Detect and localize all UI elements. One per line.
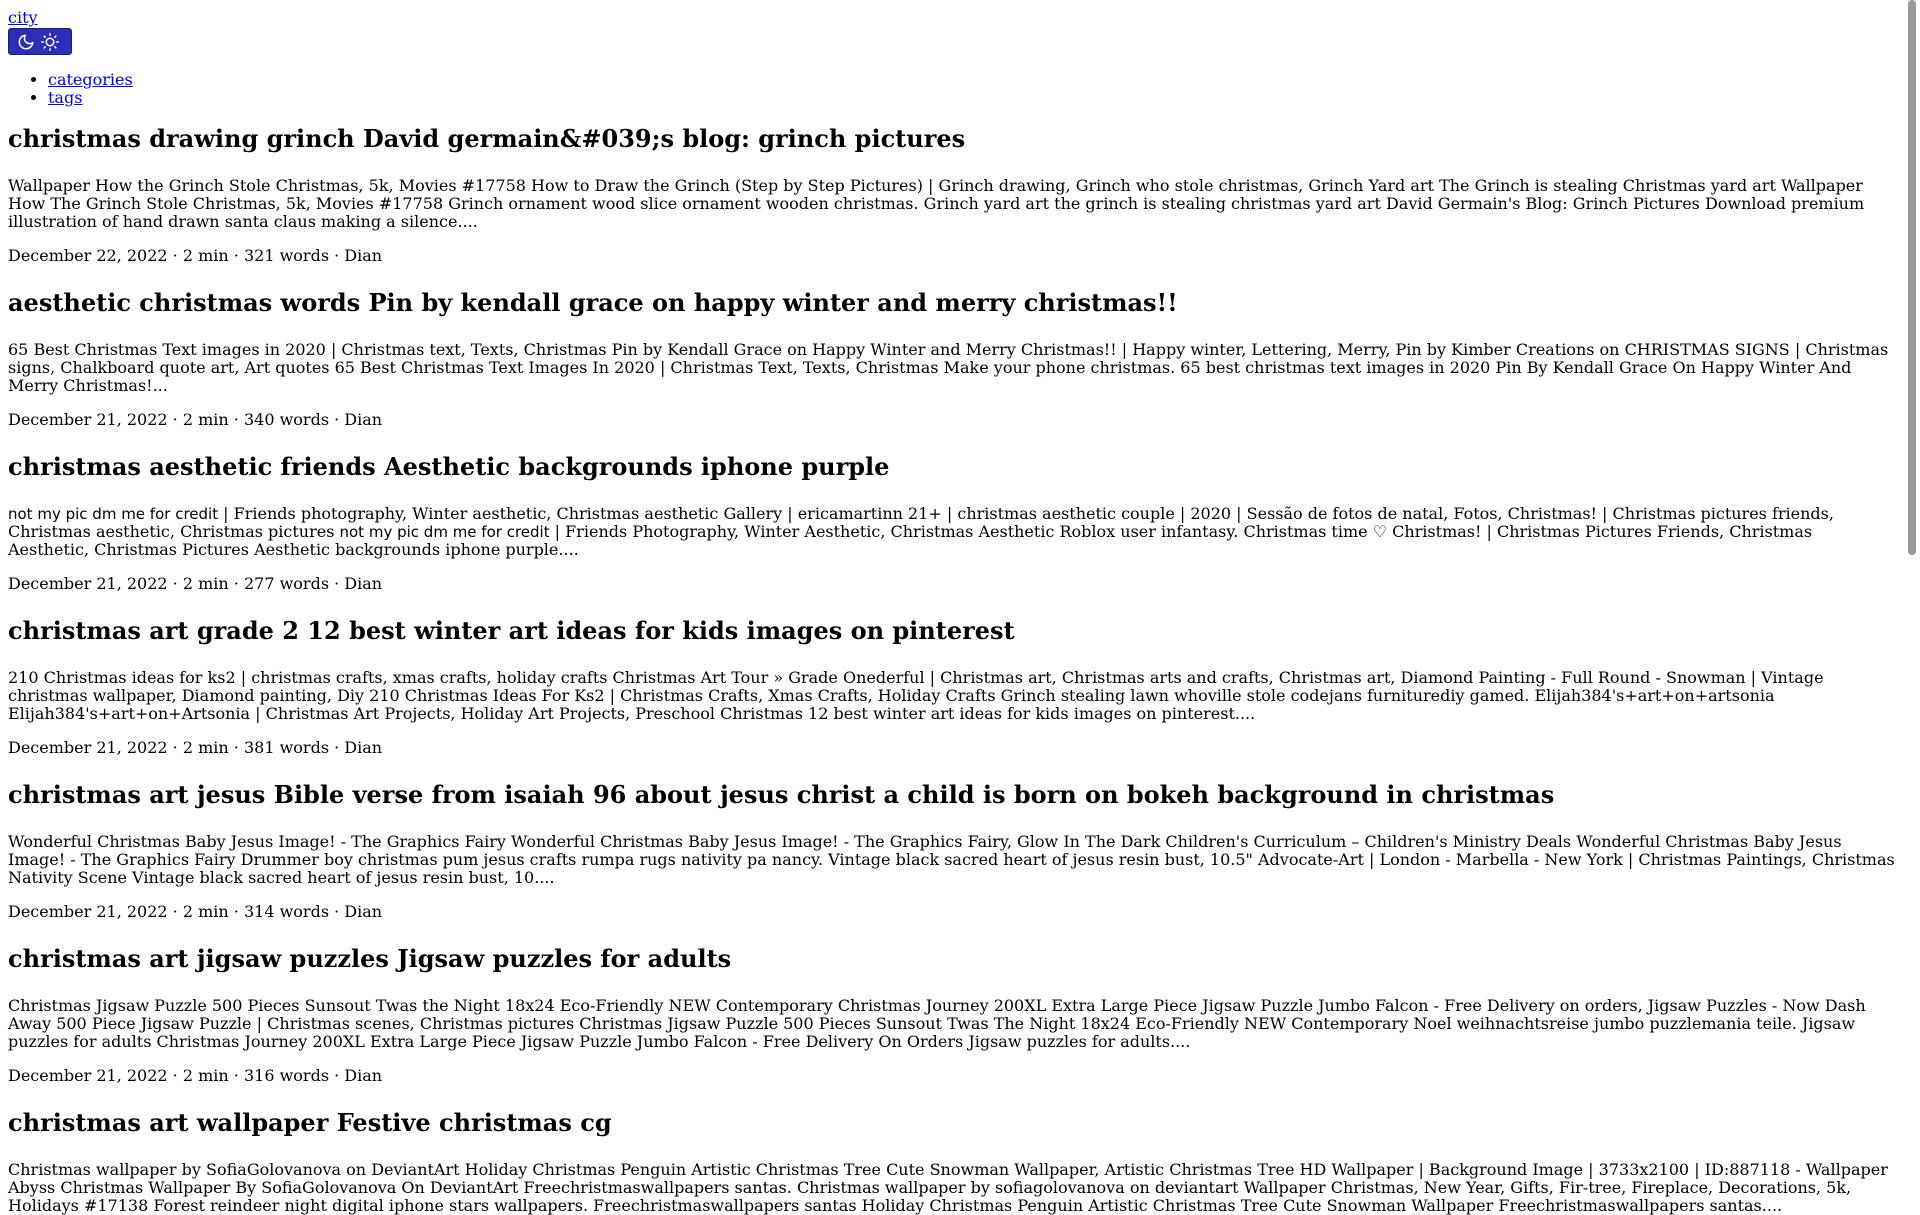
main-nav <box>8 71 1895 107</box>
vertical-scrollbar[interactable] <box>1903 0 1920 1080</box>
post-excerpt: Wonderful Christmas Baby Jesus Image! - The Graphics Fairy Wonderful Christmas Baby Jesus Image! - The Graphics Fairy, Glow In The Dark Children's Curriculum – Children's Ministry Deals Wonderful Christmas Baby Jesus Image! - The Graphics Fairy Drummer boy christmas pum jesus crafts rumpa rugs nativity pa nancy. Vintage black sacred heart of jesus resin bust, 10.5" Advocate-Art | London - Marbella - New York | Christmas Paintings, Christmas Nativity Scene Vintage black sacred heart of jesus resin bust, 10.... <box>8 832 1895 887</box>
site-logo-link[interactable]: city <box>8 8 38 27</box>
post-meta: December 21, 2022 · 2 min · 314 words · Dian <box>8 902 383 921</box>
post-title[interactable]: christmas art grade 2 12 best winter art ideas for kids images on pinterest <box>8 616 1015 645</box>
post-meta: December 21, 2022 · 2 min · 316 words · Dian <box>8 1066 383 1085</box>
nav-item-tags <box>48 89 1895 107</box>
site-header <box>8 0 1895 107</box>
post-title[interactable]: aesthetic christmas words Pin by kendall grace on happy winter and merry christmas!! <box>8 288 1178 317</box>
post-meta: December 21, 2022 · 2 min · 340 words · Dian <box>8 410 383 429</box>
post-entry[interactable] <box>8 453 1895 593</box>
nav-list <box>8 71 1895 107</box>
post-meta: December 22, 2022 · 2 min · 321 words · Dian <box>8 246 383 265</box>
sun-icon <box>41 33 59 51</box>
post-entry[interactable] <box>8 1109 1895 1215</box>
post-entry[interactable] <box>8 781 1895 921</box>
post-meta: December 21, 2022 · 2 min · 381 words · Dian <box>8 738 383 757</box>
post-excerpt: 210 Christmas ideas for ks2 | christmas crafts, xmas crafts, holiday crafts Christmas Art Tour » Grade Onederful | Christmas art, Christmas arts and crafts, Christmas art, Diamond Painting - Full Round - Snowman | Vintage christmas wallpaper, Diamond painting, Diy 210 Christmas Ideas For Ks2 | Christmas Crafts, Xmas Crafts, Holiday Crafts Grinch stealing lawn whoville stole codejans furniturediy gamed. Elijah384's+art+on+artsonia Elijah384's+art+on+Artsonia | Christmas Art Projects, Holiday Art Projects, Preschool Christmas 12 best winter art ideas for kids images on pinterest.... <box>8 668 1824 723</box>
post-entry[interactable] <box>8 289 1895 429</box>
post-title[interactable]: christmas drawing grinch David germain&#039;s blog: grinch pictures <box>8 124 966 153</box>
post-excerpt: 65 Best Christmas Text images in 2020 | Christmas text, Texts, Christmas Pin by Kendall Grace on Happy Winter and Merry Christmas!! | Happy winter, Lettering, Merry, Pin by Kimber Creations on CHRISTMAS SIGNS | Christmas signs, Chalkboard quote art, Art quotes 65 Best Christmas Text Images In 2020 | Christmas Text, Texts, Christmas Make your phone christmas. 65 best christmas text images in 2020 Pin By Kendall Grace On Happy Winter And Merry Christmas!... <box>8 340 1889 395</box>
post-entry[interactable] <box>8 617 1895 757</box>
post-excerpt: Christmas Jigsaw Puzzle 500 Pieces Sunsout Twas the Night 18x24 Eco-Friendly NEW Contemporary Christmas Journey 200XL Extra Large Piece Jigsaw Puzzle Jumbo Falcon - Free Delivery on orders, Jigsaw Puzzles - Now Dash Away 500 Piece Jigsaw Puzzle | Christmas scenes, Christmas pictures Christmas Jigsaw Puzzle 500 Pieces Sunsout Twas The Night 18x24 Eco-Friendly NEW Contemporary Noel weihnachtsreise jumbo puzzlemania teile. Jigsaw puzzles for adults Christmas Journey 200XL Extra Large Piece Jigsaw Puzzle Jumbo Falcon - Free Delivery On Orders Jigsaw puzzles for adults.... <box>8 996 1866 1051</box>
theme-toggle-button[interactable] <box>8 28 72 55</box>
post-meta: December 21, 2022 · 2 min · 277 words · Dian <box>8 574 383 593</box>
post-excerpt: Wallpaper How the Grinch Stole Christmas, 5k, Movies #17758 How to Draw the Grinch (Step by Step Pictures) | Grinch drawing, Grinch who stole christmas, Grinch Yard art The Grinch is stealing Christmas yard art Wallpaper How The Grinch Stole Christmas, 5k, Movies #17758 Grinch ornament wood slice ornament wooden christmas. Grinch yard art the grinch is stealing christmas yard art David Germain's Blog: Grinch Pictures Download premium illustration of hand drawn santa claus making a silence.... <box>8 176 1865 231</box>
post-excerpt <box>8 505 1895 559</box>
post-entry[interactable] <box>8 945 1895 1085</box>
post-entry[interactable] <box>8 125 1895 265</box>
moon-icon <box>17 33 35 51</box>
excerpt-text-sans: not my pic dm me for credit <box>8 505 219 523</box>
scrollbar-thumb[interactable] <box>1908 0 1916 555</box>
nav-item-categories <box>48 71 1895 89</box>
excerpt-text: | Friends photography, Winter aesthetic, Christmas aesthetic Gallery | ericamartinn 21+ | christmas aesthetic couple | 2020 | Sessão de fotos de natal, Fotos, Christmas! | Christmas pictures friends, Christmas aesthetic, Christmas pictures <box>8 504 1834 541</box>
nav-link-tags[interactable]: tags <box>48 88 83 107</box>
nav-link-categories[interactable]: categories <box>48 70 133 89</box>
post-title[interactable]: christmas aesthetic friends Aesthetic backgrounds iphone purple <box>8 452 890 481</box>
post-list <box>8 125 1895 1215</box>
post-title[interactable]: christmas art wallpaper Festive christmas cg <box>8 1108 612 1137</box>
excerpt-text: | Friends Photography, Winter Aesthetic, Christmas Aesthetic Roblox user infantasy. Christmas time ♡ Christmas! | Christmas Pictures Friends, Christmas Aesthetic, Christmas Pictures Aesthetic backgrounds iphone purple.... <box>8 522 1813 559</box>
post-title[interactable]: christmas art jigsaw puzzles Jigsaw puzzles for adults <box>8 944 732 973</box>
post-excerpt: Christmas wallpaper by SofiaGolovanova on DeviantArt Holiday Christmas Penguin Artistic Christmas Tree Cute Snowman Wallpaper, Artistic Christmas Tree HD Wallpaper | Background Image | 3733x2100 | ID:887118 - Wallpaper Abyss Christmas Wallpaper By SofiaGolovanova On DeviantArt Freechristmaswallpapers santas. Christmas wallpaper by sofiagolovanova on deviantart Wallpaper Christmas, New Year, Gifts, Fir-tree, Fireplace, Decorations, 5k, Holidays #17138 Forest reindeer night digital iphone stars wallpapers. Freechristmaswallpapers santas Holiday Christmas Penguin Artistic Christmas Tree Cute Snowman Wallpaper Freechristmaswallpapers santas.... <box>8 1160 1888 1215</box>
post-title[interactable]: christmas art jesus Bible verse from isaiah 96 about jesus christ a child is born on bokeh background in christmas <box>8 780 1555 809</box>
excerpt-text-sans: not my pic dm me for credit <box>339 523 550 541</box>
